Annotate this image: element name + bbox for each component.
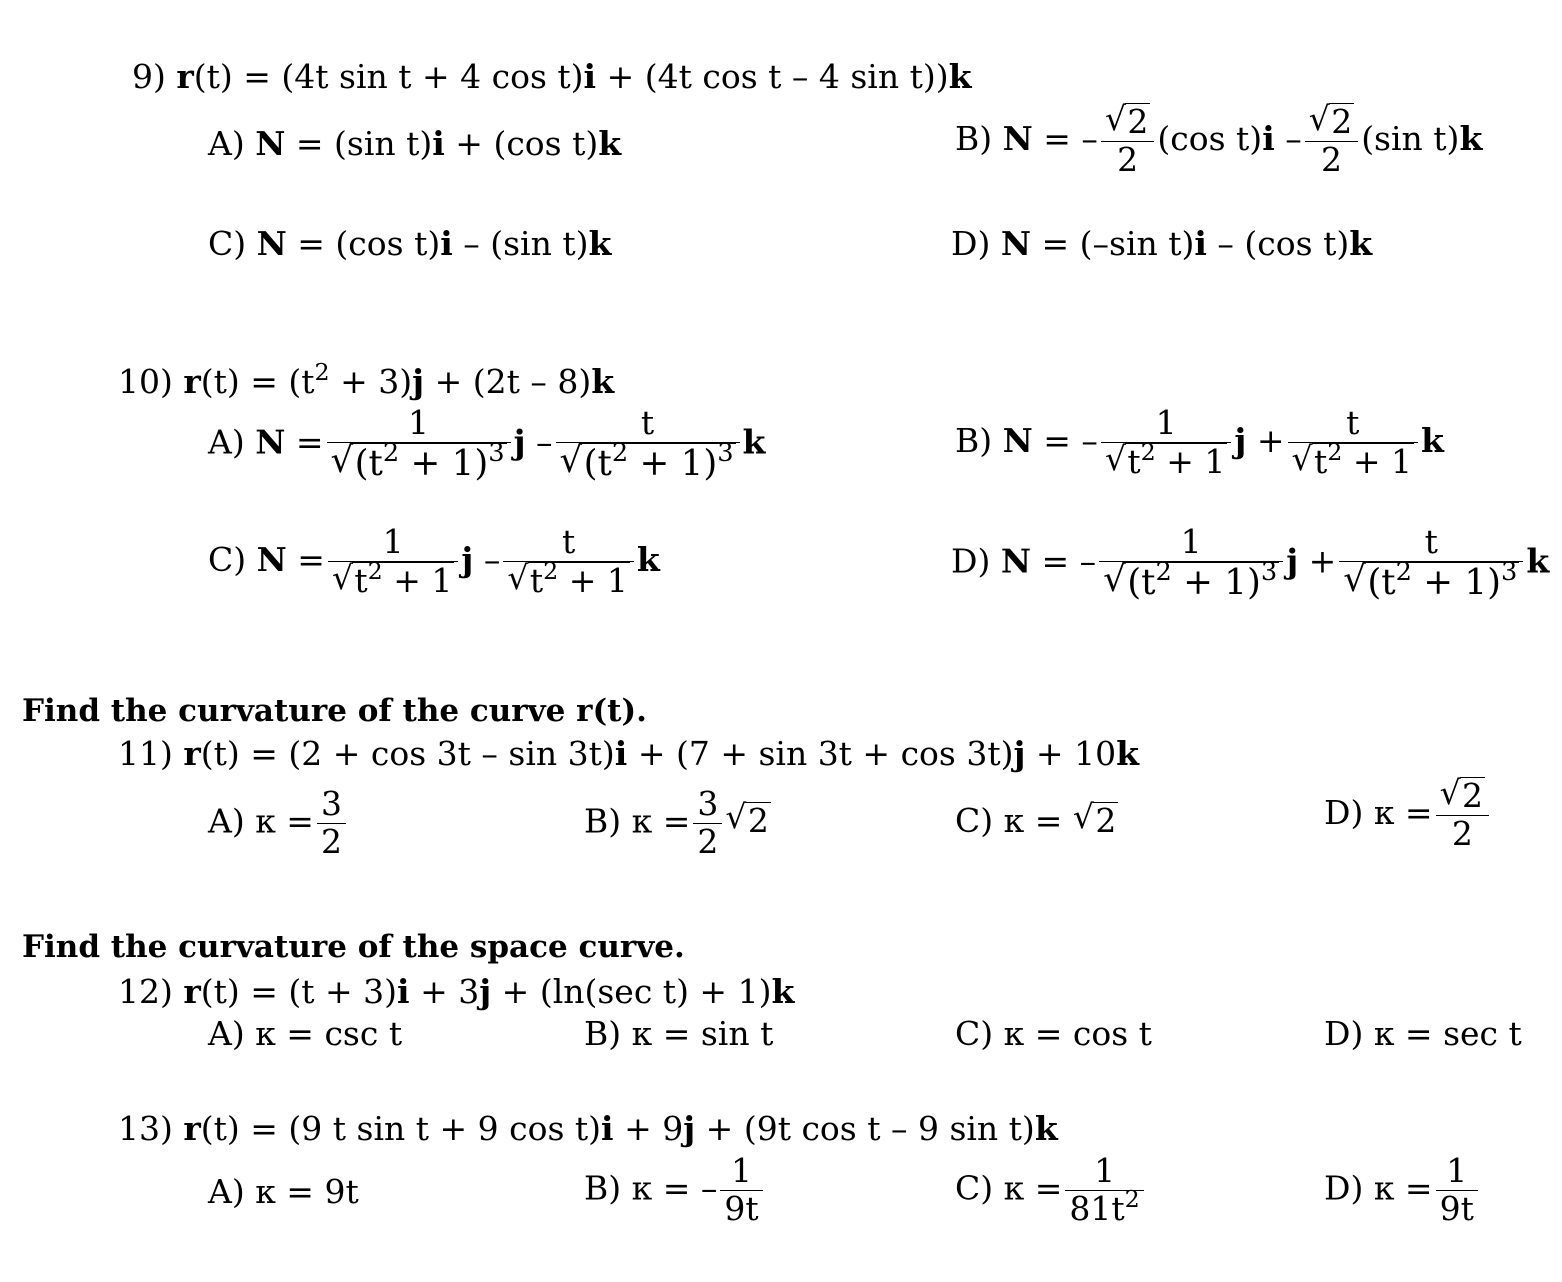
k-unit: k bbox=[1459, 118, 1483, 158]
fraction bbox=[503, 524, 633, 600]
section-heading-curvature: Find the curvature of the curve r(t). bbox=[22, 693, 647, 729]
denominator: 2 bbox=[1101, 141, 1154, 179]
expr: – (cos t) bbox=[1206, 224, 1350, 263]
expr: = bbox=[285, 422, 324, 462]
denominator: 2 bbox=[1305, 141, 1358, 179]
q12-choice-b[interactable]: B) κ = sin t bbox=[584, 1014, 774, 1053]
n-vector: N bbox=[1000, 541, 1032, 581]
q12-j: j bbox=[479, 972, 492, 1011]
n-vector: N bbox=[256, 224, 287, 263]
q9-expr-b: + (4t cos t – 4 sin t)) bbox=[596, 57, 949, 96]
denominator: 2 bbox=[317, 823, 346, 861]
k-unit: k bbox=[1526, 541, 1550, 581]
denominator bbox=[1099, 556, 1283, 603]
q9-k: k bbox=[948, 57, 972, 96]
expr: + (cos t) bbox=[444, 124, 599, 163]
choice-label: B) κ = – bbox=[584, 1168, 718, 1208]
radicand: 2 bbox=[1331, 102, 1353, 141]
radicand: $t^2 + 1$ bbox=[529, 556, 628, 600]
choice-label: C) bbox=[208, 224, 247, 263]
n-vector: N bbox=[1002, 118, 1033, 158]
denominator bbox=[503, 556, 633, 600]
q12-choice-a[interactable]: A) κ = csc t bbox=[208, 1014, 403, 1053]
k-unit: k bbox=[588, 224, 612, 263]
sqrt-symbol bbox=[1073, 802, 1118, 839]
expr: + (7 + sin 3t + cos 3t) bbox=[627, 734, 1014, 773]
radicand: $(t^2 + 1)^3$ bbox=[583, 437, 734, 484]
expr: + (2t – 8) bbox=[424, 362, 592, 401]
fraction bbox=[327, 405, 511, 484]
expr: (sin t) bbox=[1361, 118, 1460, 158]
radicand: $(t^2 + 1)^3$ bbox=[1127, 556, 1278, 603]
fraction bbox=[328, 524, 458, 600]
numerator bbox=[1101, 103, 1154, 141]
i-unit: i bbox=[1262, 118, 1275, 158]
choice-label: A) bbox=[208, 124, 245, 163]
numerator bbox=[1305, 103, 1358, 141]
sqrt-symbol bbox=[1103, 556, 1279, 603]
sqrt-symbol bbox=[331, 437, 507, 484]
numerator: t bbox=[1424, 522, 1438, 561]
denominator bbox=[1339, 556, 1523, 603]
exponent: 2 bbox=[1124, 1184, 1140, 1213]
exponent: 2 bbox=[543, 556, 559, 585]
fraction bbox=[556, 405, 740, 484]
expr: + 3) bbox=[329, 362, 413, 401]
q12-prompt bbox=[118, 972, 795, 1011]
q11-k: k bbox=[1116, 734, 1139, 773]
exponent: 2 bbox=[367, 556, 383, 585]
section-heading-space-curve: Find the curvature of the space curve. bbox=[22, 929, 685, 965]
exponent: 2 bbox=[1327, 437, 1343, 466]
q11-j: j bbox=[1013, 734, 1026, 773]
q9-prompt bbox=[132, 57, 972, 96]
q10-r-vector: r bbox=[183, 362, 201, 401]
k-unit: k bbox=[1421, 420, 1444, 460]
q9-r-vector: r bbox=[176, 57, 194, 96]
denominator bbox=[328, 556, 458, 600]
sqrt-symbol bbox=[725, 802, 770, 839]
expr: – bbox=[1274, 118, 1302, 158]
n-vector: N bbox=[255, 124, 286, 163]
q11-i: i bbox=[614, 734, 628, 773]
choice-label: A) bbox=[208, 422, 245, 462]
i-unit: i bbox=[440, 224, 453, 263]
expr: = bbox=[286, 539, 325, 579]
expr: + 10 bbox=[1025, 734, 1117, 773]
sqrt-symbol bbox=[1343, 556, 1519, 603]
radicand: 2 bbox=[1127, 102, 1149, 141]
j-unit: j bbox=[1234, 420, 1247, 460]
denominator bbox=[327, 437, 511, 484]
q13-r-vector: r bbox=[183, 1109, 201, 1148]
expr: – (sin t) bbox=[452, 224, 589, 263]
choice-label: A) κ = bbox=[208, 801, 314, 841]
q10-k: k bbox=[591, 362, 615, 401]
q13-choice-b[interactable] bbox=[584, 1153, 766, 1228]
choice-label: B) κ = bbox=[584, 801, 691, 841]
q11-prompt bbox=[118, 734, 1139, 773]
expr: + 9 bbox=[613, 1109, 684, 1148]
sqrt-symbol bbox=[332, 556, 454, 600]
choice-label: D) bbox=[951, 224, 991, 263]
q13-j: j bbox=[683, 1109, 696, 1148]
q10-number: 10) bbox=[118, 362, 173, 401]
q13-k: k bbox=[1034, 1109, 1058, 1148]
n-vector: N bbox=[256, 539, 287, 579]
expr: + bbox=[1298, 541, 1337, 581]
denominator bbox=[1101, 437, 1231, 481]
expr: + (9t cos t – 9 sin t) bbox=[695, 1109, 1035, 1148]
expr: (t) = (t + 3) bbox=[200, 972, 398, 1011]
j-unit: j bbox=[1286, 541, 1299, 581]
choice-label: D) κ = bbox=[1324, 792, 1433, 832]
q10-choice-c[interactable] bbox=[208, 524, 660, 600]
sqrt-symbol bbox=[1105, 437, 1227, 481]
sqrt-symbol bbox=[560, 437, 736, 484]
power: 3 bbox=[717, 437, 734, 468]
q12-k: k bbox=[771, 972, 795, 1011]
expr: (t) = (t bbox=[200, 362, 315, 401]
choice-label: C) bbox=[208, 539, 247, 579]
expr: (t) = (9 t sin t + 9 cos t) bbox=[200, 1109, 602, 1148]
choice-label: C) κ = bbox=[955, 801, 1063, 840]
k-unit: k bbox=[598, 124, 622, 163]
expr: = (cos t) bbox=[286, 224, 441, 263]
radicand: $(t^2 + 1)^3$ bbox=[1367, 556, 1518, 603]
choice-label: B) bbox=[955, 420, 993, 460]
numerator: t bbox=[561, 522, 576, 561]
expr: = – bbox=[1031, 541, 1097, 581]
q13-choice-c[interactable] bbox=[955, 1153, 1147, 1228]
q10-j: j bbox=[412, 362, 425, 401]
k-unit: k bbox=[1349, 224, 1373, 263]
j-unit: j bbox=[513, 422, 526, 462]
q12-choice-c[interactable]: C) κ = cos t bbox=[955, 1014, 1152, 1053]
fraction bbox=[1099, 524, 1283, 603]
k-unit: k bbox=[742, 422, 766, 462]
expr: = (sin t) bbox=[285, 124, 433, 163]
q12-r-vector: r bbox=[183, 972, 201, 1011]
numerator: t bbox=[640, 403, 655, 442]
expr: + 3 bbox=[409, 972, 480, 1011]
choice-label: B) bbox=[955, 118, 993, 158]
expr: – bbox=[525, 422, 553, 462]
numerator: 3 bbox=[320, 784, 342, 823]
fraction bbox=[1101, 103, 1154, 179]
power: 3 bbox=[1260, 556, 1278, 587]
denominator: 9t bbox=[720, 1190, 762, 1228]
fraction bbox=[1101, 405, 1231, 481]
q11-number: 11) bbox=[118, 734, 173, 773]
choice-label: D) bbox=[951, 541, 991, 581]
radicand: $t^2 + 1$ bbox=[1313, 437, 1412, 481]
numerator: 1 bbox=[1446, 1151, 1468, 1190]
q10-choice-a[interactable] bbox=[208, 405, 765, 484]
q11-choice-a[interactable] bbox=[208, 786, 349, 861]
radicand: 2 bbox=[747, 801, 769, 841]
expr: + bbox=[1246, 420, 1285, 460]
denominator: $81t^2$ bbox=[1065, 1190, 1143, 1228]
k-unit: k bbox=[636, 539, 660, 579]
q13-number: 13) bbox=[118, 1109, 173, 1148]
sqrt-symbol bbox=[507, 556, 629, 600]
q9-choice-b[interactable] bbox=[955, 103, 1482, 179]
radicand: $(t^2 + 1)^3$ bbox=[354, 437, 505, 484]
q10-choice-b[interactable] bbox=[955, 405, 1444, 481]
fraction bbox=[1065, 1153, 1143, 1228]
denominator: 2 bbox=[693, 823, 722, 861]
expr: – bbox=[473, 539, 501, 579]
numerator: 1 bbox=[731, 1151, 752, 1190]
fraction bbox=[693, 786, 722, 861]
q9-choice-a[interactable] bbox=[208, 124, 622, 163]
q13-choice-d[interactable] bbox=[1324, 1153, 1481, 1228]
fraction bbox=[1339, 524, 1523, 603]
exponent: 2 bbox=[382, 437, 400, 468]
radicand: 2 bbox=[1462, 776, 1484, 815]
q10-choice-d[interactable] bbox=[951, 524, 1549, 603]
q11-r-vector: r bbox=[183, 734, 201, 773]
denominator bbox=[556, 437, 740, 484]
q9-choice-c[interactable] bbox=[208, 224, 612, 263]
i-unit: i bbox=[432, 124, 445, 163]
choice-label: C) κ = bbox=[955, 1168, 1063, 1208]
sqrt-symbol bbox=[1105, 103, 1150, 141]
expr: (t) = (2 + cos 3t – sin 3t) bbox=[200, 734, 615, 773]
n-vector: N bbox=[255, 422, 286, 462]
j-unit: j bbox=[461, 539, 474, 579]
numerator: 3 bbox=[697, 784, 719, 823]
q11-choice-c[interactable] bbox=[955, 802, 1118, 839]
fraction bbox=[720, 1153, 762, 1228]
expr: = – bbox=[1032, 118, 1098, 158]
radicand: 2 bbox=[1095, 801, 1117, 840]
q11-choice-d[interactable] bbox=[1324, 777, 1492, 853]
power: 3 bbox=[1500, 556, 1518, 587]
radicand: $t^2 + 1$ bbox=[1127, 437, 1226, 481]
q9-i: i bbox=[583, 57, 597, 96]
q12-i: i bbox=[397, 972, 410, 1011]
q13-prompt bbox=[118, 1109, 1058, 1148]
q9-choice-d[interactable] bbox=[951, 224, 1373, 263]
expr: + (ln(sec t) + 1) bbox=[491, 972, 772, 1011]
numerator: 1 bbox=[1155, 403, 1177, 442]
numerator: t bbox=[1346, 403, 1360, 442]
numerator: 1 bbox=[1180, 522, 1202, 561]
fraction bbox=[317, 786, 346, 861]
exponent: 2 bbox=[1140, 437, 1156, 466]
sqrt-symbol bbox=[1440, 777, 1485, 815]
radicand: $t^2 + 1$ bbox=[354, 556, 453, 600]
q10-prompt bbox=[118, 357, 615, 401]
n-vector: N bbox=[1002, 420, 1033, 460]
q12-number: 12) bbox=[118, 972, 173, 1011]
exponent: 2 bbox=[1395, 556, 1412, 587]
power: 3 bbox=[488, 437, 505, 468]
expr: (cos t) bbox=[1157, 118, 1263, 158]
denominator bbox=[1288, 437, 1418, 481]
denominator: 2 bbox=[1436, 815, 1489, 853]
exponent: 2 bbox=[1155, 556, 1172, 587]
exponent: 2 bbox=[611, 437, 629, 468]
choice-label: D) κ = bbox=[1324, 1168, 1433, 1208]
fraction bbox=[1436, 777, 1489, 853]
q13-choice-a[interactable]: A) κ = 9t bbox=[208, 1172, 359, 1211]
q9-number: 9) bbox=[132, 57, 166, 96]
numerator: 1 bbox=[1094, 1151, 1116, 1190]
q12-choice-d[interactable]: D) κ = sec t bbox=[1324, 1014, 1522, 1053]
i-unit: i bbox=[1194, 224, 1207, 263]
sqrt-symbol bbox=[1292, 437, 1414, 481]
n-vector: N bbox=[1000, 224, 1032, 263]
numerator bbox=[1436, 777, 1489, 815]
expr: = – bbox=[1032, 420, 1098, 460]
fraction bbox=[1305, 103, 1358, 179]
q13-i: i bbox=[601, 1109, 614, 1148]
numerator: 1 bbox=[408, 403, 430, 442]
exponent: 2 bbox=[314, 357, 330, 386]
numerator: 1 bbox=[382, 522, 404, 561]
denominator: 9t bbox=[1436, 1190, 1478, 1228]
fraction bbox=[1436, 1153, 1478, 1228]
fraction bbox=[1288, 405, 1418, 481]
q11-choice-b[interactable] bbox=[584, 786, 771, 861]
expr: = (–sin t) bbox=[1031, 224, 1195, 263]
q9-expr-a: (t) = (4t sin t + 4 cos t) bbox=[193, 57, 584, 96]
sqrt-symbol bbox=[1309, 103, 1354, 141]
